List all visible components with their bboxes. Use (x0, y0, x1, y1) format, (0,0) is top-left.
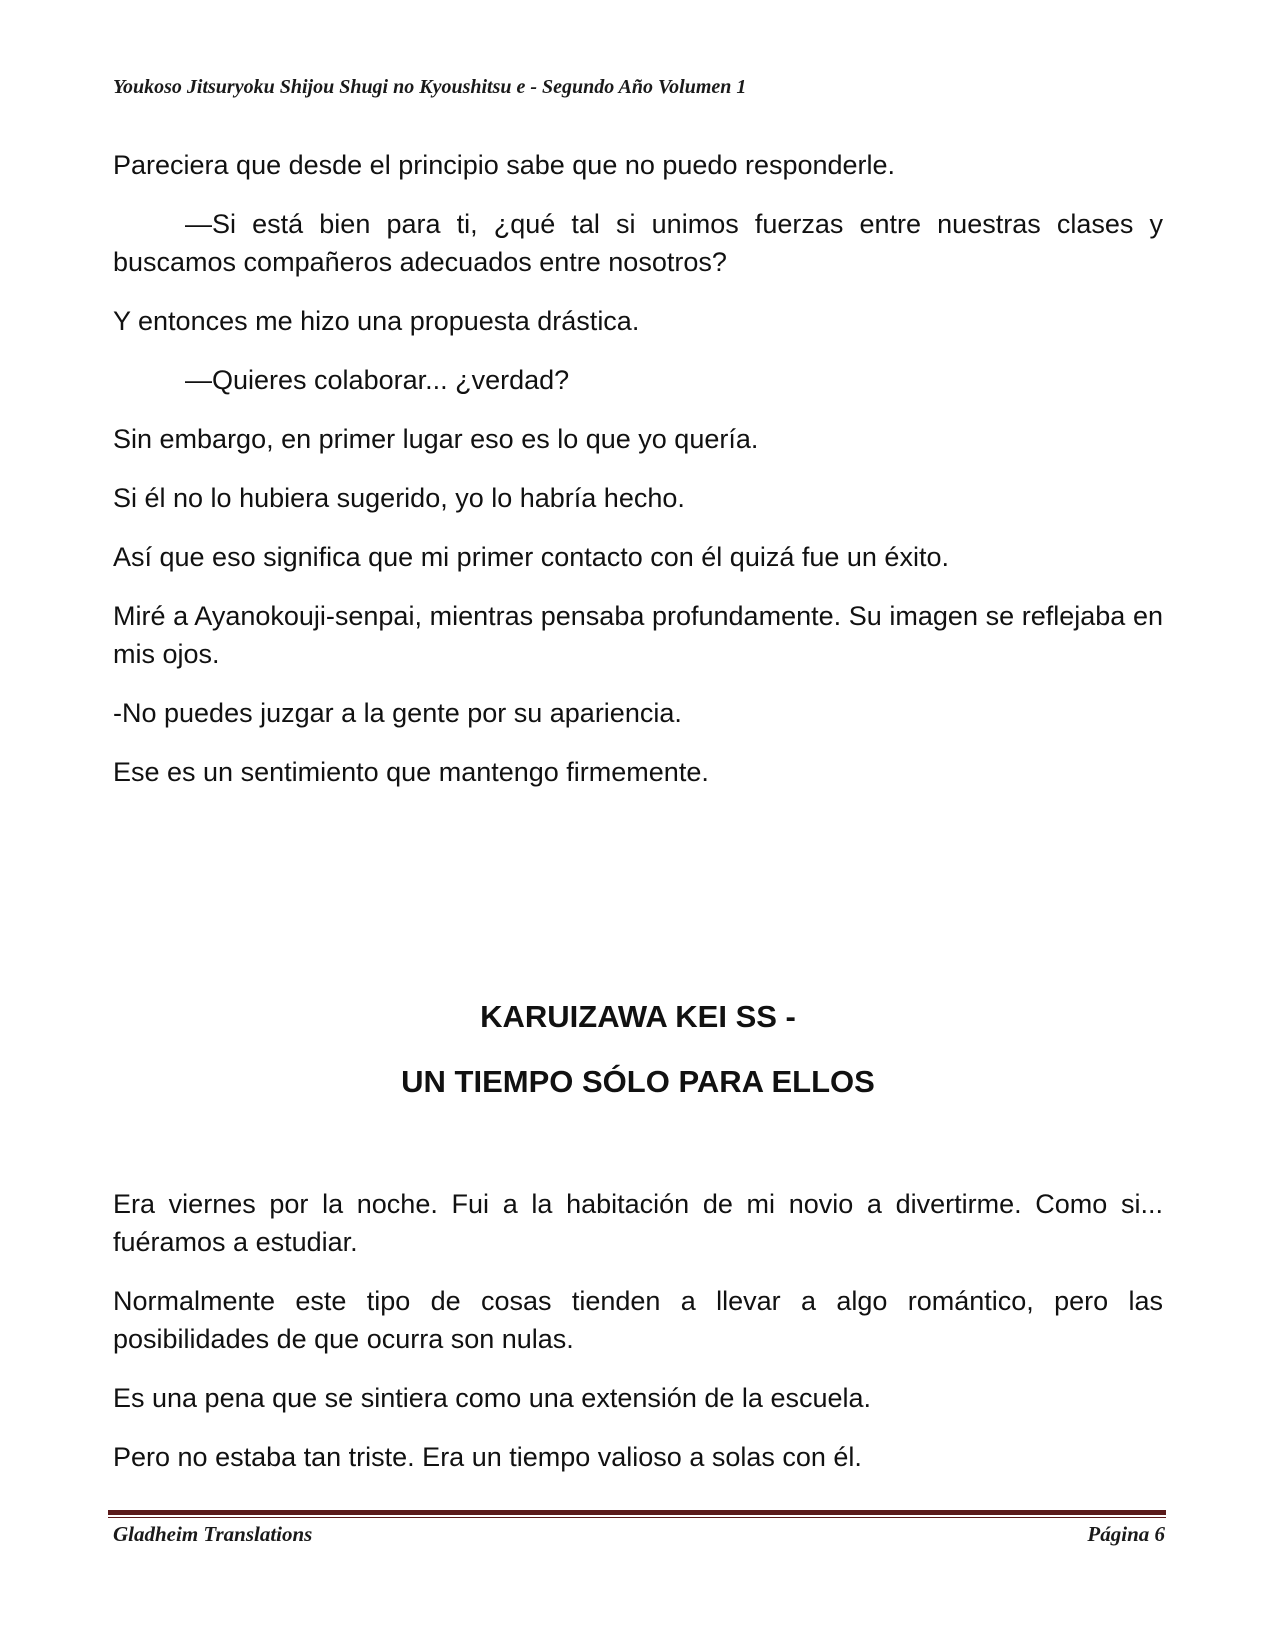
paragraph: -No puedes juzgar a la gente por su apariencia. (113, 698, 682, 728)
footer-divider (108, 1510, 1166, 1518)
paragraph: Es una pena que se sintiera como una extensión de la escuela. (113, 1383, 872, 1413)
footer-rule-thick (108, 1510, 1166, 1515)
paragraph: Miré a Ayanokouji-senpai, mientras pensaba profundamente. Su imagen se reflejaba en mis ojos. (113, 601, 1163, 669)
paragraph: Así que eso significa que mi primer contacto con él quizá fue un éxito. (113, 542, 949, 572)
paragraph: Sin embargo, en primer lugar eso es lo que yo quería. (113, 424, 759, 454)
chapter-heading (113, 998, 1163, 1128)
paragraph: Normalmente este tipo de cosas tienden a llevar a algo romántico, pero las posibilidades de que ocurra son nulas. (113, 1286, 1163, 1354)
footer-credit: Gladheim Translations (113, 1522, 313, 1546)
running-header-title: Youkoso Jitsuryoku Shijou Shugi no Kyoushitsu e - Segundo Año Volumen 1 (113, 76, 747, 98)
chapter-title-line-2: UN TIEMPO SÓLO PARA ELLOS (401, 1064, 875, 1099)
body-text-section (113, 146, 1163, 812)
dialogue-paragraph: —Si está bien para ti, ¿qué tal si unimos fuerzas entre nuestras clases y buscamos compañeros adecuados entre nosotros? (113, 209, 1163, 277)
paragraph: Pareciera que desde el principio sabe que no puedo responderle. (113, 150, 896, 180)
dialogue-paragraph: —Quieres colaborar... ¿verdad? (185, 365, 570, 395)
paragraph: Si él no lo hubiera sugerido, yo lo habría hecho. (113, 483, 685, 513)
paragraph: Era viernes por la noche. Fui a la habitación de mi novio a divertirme. Como si... fuéramos a estudiar. (113, 1189, 1163, 1257)
paragraph: Ese es un sentimiento que mantengo firmemente. (113, 757, 709, 787)
paragraph: Pero no estaba tan triste. Era un tiempo valioso a solas con él. (113, 1442, 862, 1472)
page-number: Página 6 (1087, 1522, 1165, 1546)
chapter-body-section (113, 1185, 1163, 1497)
footer-rule-thin (108, 1517, 1166, 1518)
chapter-title-line-1: KARUIZAWA KEI SS - (480, 999, 796, 1034)
paragraph: Y entonces me hizo una propuesta drástica. (113, 306, 640, 336)
